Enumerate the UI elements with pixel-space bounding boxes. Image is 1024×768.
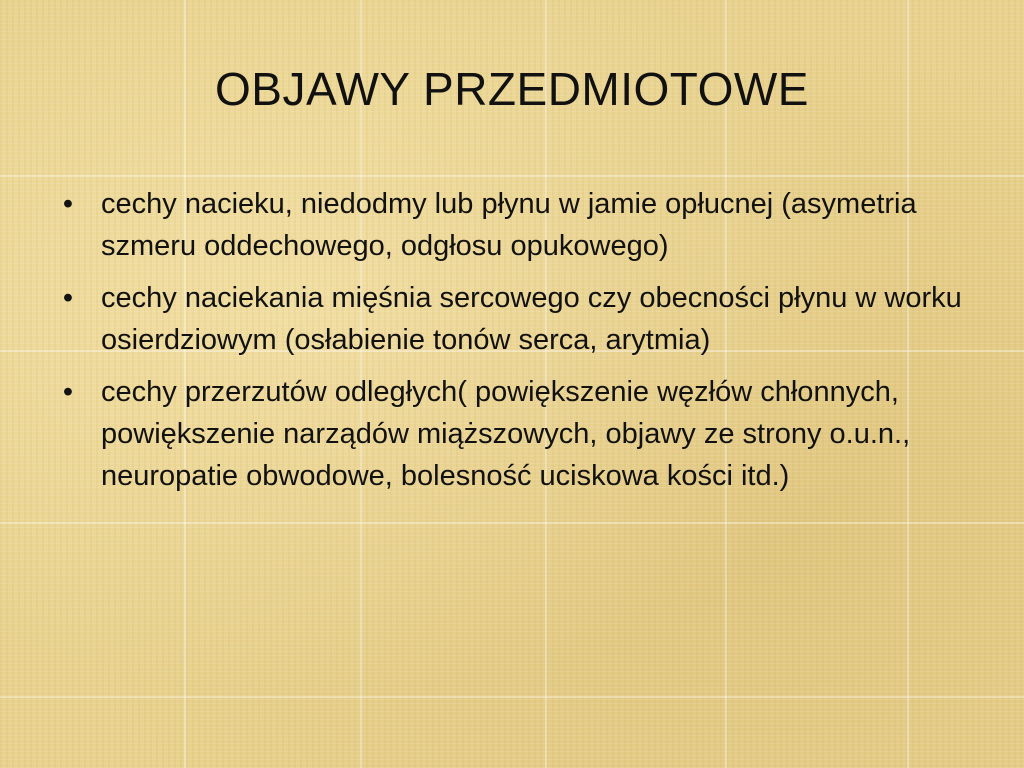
- bullet-text: cechy przerzutów odległych( powiększenie węzłów chłonnych, powiększenie narządów miąższowych, objawy ze strony o.u.n., neuropatie obwodowe, bolesność uciskowa kości itd.): [101, 376, 911, 492]
- bullet-item: [58, 183, 978, 267]
- bullet-item: [58, 371, 978, 497]
- bullet-text: cechy nacieku, niedodmy lub płynu w jamie opłucnej (asymetria szmeru oddechowego, odgłosu opukowego): [101, 188, 917, 262]
- texture-seam: [0, 175, 1024, 177]
- slide-title: OBJAWY PRZEDMIOTOWE: [215, 63, 809, 115]
- texture-seam: [0, 522, 1024, 524]
- bullet-icon: •: [62, 376, 74, 408]
- texture-seam: [0, 696, 1024, 698]
- bullet-icon: •: [62, 282, 74, 314]
- bullet-text: cechy naciekania mięśnia sercowego czy obecności płynu w worku osierdziowym (osłabienie tonów serca, arytmia): [101, 282, 962, 356]
- bullet-item: [58, 277, 978, 361]
- bullet-list: [58, 183, 978, 507]
- bullet-icon: •: [62, 188, 74, 220]
